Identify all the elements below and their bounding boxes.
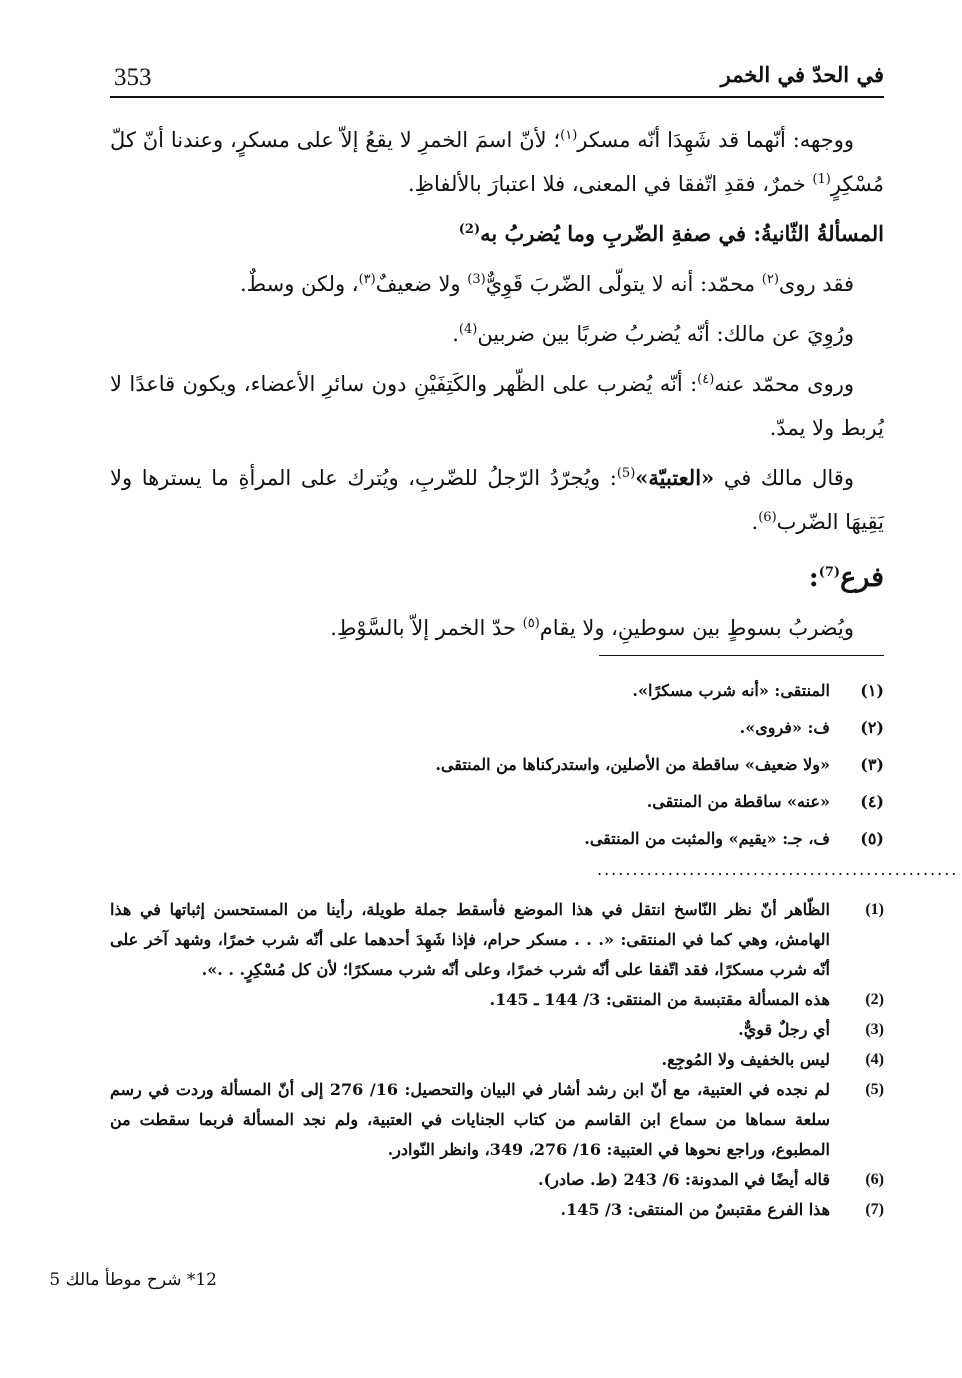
header-rule (110, 96, 884, 98)
footnote-number: (3) (865, 1021, 884, 1038)
paragraph-1 (110, 118, 884, 206)
footnote-ref: (5) (616, 466, 636, 481)
footnote-number: (2) (865, 991, 884, 1008)
footnote-text: هذا الفرع مقتبسٌ من المنتقى: 3/ 145. (560, 1200, 830, 1219)
footnote-ref: (3) (467, 272, 486, 287)
paragraph-4 (110, 312, 884, 356)
text: . (751, 510, 759, 534)
footnote-text: هذه المسألة مقتبسة من المنتقى: 3/ 144 ـ 145. (489, 990, 830, 1009)
footnote-number: (7) (865, 1201, 884, 1218)
footnote-text: لم نجده في العتبية، مع أنّ ابن رشد أشار في البيان والتحصيل: 16/ 276 إلى أنّ المسألة وردت في رسم سلعة سماها من سماع ابن القاسم من كتاب الجنايات في العتبية، ولم نجد المسألة فربما سقطت من المطبوع، وراجع نحوها في العتبية: 16/ 276، 349، وانظر النّوادر. (110, 1080, 830, 1159)
footnote-item (110, 746, 884, 783)
footnote-number: (٤) (860, 792, 884, 811)
branch-label: فرع (840, 562, 884, 593)
footnote-ref: (٢) (761, 272, 779, 287)
book-title: «العتبيّة» (635, 465, 715, 490)
branch-heading (110, 550, 884, 606)
section-heading (110, 212, 884, 256)
footnote-ref: (٥) (522, 616, 540, 631)
text: ورُوِيَ عن مالك: أنّه يُضربُ ضربًا بين ضربين (477, 322, 854, 346)
paragraph-6 (110, 456, 884, 544)
footnote-text: ليس بالخفيف ولا المُوجِع. (661, 1050, 830, 1069)
footnote-item (110, 1165, 884, 1195)
footnote-ref: (١) (560, 128, 578, 143)
footnote-text: قاله أيضًا في المدونة: 6/ 243 (ط. صادر). (537, 1170, 830, 1189)
footnote-number: (٣) (860, 755, 884, 774)
text: خمرٌ، فقدِ اتّفقا في المعنى، فلا اعتبارَ بالألفاظِ. (407, 172, 813, 196)
footnote-ref: (٤) (697, 372, 715, 387)
text: ؛ لأنّ اسمَ الخمرِ لا يقعُ إلاّ على مسكرٍ، وعندنا أنّ كلّ مُسْكِرٍ (110, 128, 884, 196)
text: ويُضربُ بسوطٍ بين سوطينِ، ولا يقام (539, 616, 854, 640)
heading-text: المسألةُ الثّانيةُ: في صفةِ الضّربِ وما يُضربُ به (480, 221, 884, 246)
footnote-number: (6) (865, 1171, 884, 1188)
running-title: في الحدّ في الخمر (720, 62, 884, 87)
footnote-item (110, 1195, 884, 1225)
main-text (110, 118, 884, 656)
footnote-item (110, 709, 884, 746)
footnote-number: (٥) (860, 829, 884, 848)
text: فقد روى (778, 272, 854, 296)
footnote-text: الظّاهر أنّ نظر النّاسخ انتقل في هذا الموضع فأسقط جملة طويلة، رأينا من المستحسن إثباتها في هذا الهامش، وهي كما في المنتقى: «. . . مسكر حرام، فإذا شَهِدَ أحدهما على أنّه شرب خمرًا، وشهد آخر على أنّه شرب مسكرًا، فقد اتّفقا على أنّه شرب خمرًا، وعلى أنّه شرب مسكرًا؛ لأن كل مُسْكِرٍ. . .». (110, 900, 830, 979)
footnote-number: (١) (860, 681, 884, 700)
text: وقال مالك في (714, 466, 854, 490)
footnote-item (110, 672, 884, 709)
footnote-ref: (1) (812, 172, 831, 187)
footnote-ref: (4) (458, 322, 478, 337)
branch-colon: : (808, 562, 819, 593)
footnote-item (110, 783, 884, 820)
paragraph-5 (110, 362, 884, 450)
footnote-text: المنتقى: «أنه شرب مسكرًا». (632, 681, 830, 700)
footnote-rule (599, 655, 884, 656)
printer-signature: 12* شرح موطأ مالك 5 (49, 1270, 217, 1290)
page-number: 353 (114, 64, 152, 91)
text: حدّ الخمر إلاّ بالسَّوْطِ. (330, 616, 523, 640)
footnote-text: «ولا ضعيف» ساقطة من الأصلين، واستدركناها من المنتقى. (435, 755, 830, 774)
footnote-text: ف، جـ: «يقيم» والمثبت من المنتقى. (584, 829, 830, 848)
footnote-number: (5) (865, 1081, 884, 1098)
footnote-ref: (٣) (358, 272, 376, 287)
footnotes-primary (110, 672, 884, 857)
footnote-number: (1) (865, 901, 884, 918)
footnote-item (110, 1015, 884, 1045)
footnote-text: «عنه» ساقطة من المنتقى. (646, 792, 830, 811)
text: : ويُجرّدُ الرّجلُ للضّربِ، ويُترك على المرأةِ ما يسترها ولا يَقِيهَا الضّرب (110, 466, 884, 534)
text: . (452, 322, 459, 346)
paragraph-3 (110, 262, 884, 306)
footnote-item (110, 820, 884, 857)
footnote-text: أي رجلٌ قويٌّ. (738, 1020, 830, 1039)
page-header (110, 58, 884, 98)
text: ، ولكن وسطٌ. (239, 272, 359, 296)
text: ولا ضعيفٌ (375, 272, 468, 296)
text: وروى محمّد عنه (714, 372, 854, 396)
dotted-separator: ................................................... (597, 860, 959, 879)
footnote-item (110, 895, 884, 985)
footnote-item (110, 1075, 884, 1165)
footnote-ref: (7) (818, 565, 841, 580)
footnote-number: (٢) (860, 718, 884, 737)
text: محمّد: أنه لا يتولّى الضّربَ قَوِيٌّ (485, 272, 762, 296)
footnote-ref: (2) (458, 222, 481, 237)
paragraph-7 (110, 606, 884, 650)
footnote-item (110, 985, 884, 1015)
text: : أنّه يُضرب على الظّهر والكَتِفَيْنِ دون سائرِ الأعضاء، ويكون قاعدًا لا يُربط ولا يمدّ. (110, 372, 884, 440)
footnote-text: ف: «فروى». (739, 718, 830, 737)
text: ووجهه: أنّهما قد شَهِدَا أنّه مسكر (577, 128, 855, 152)
footnote-item (110, 1045, 884, 1075)
footnote-ref: (6) (758, 510, 777, 525)
footnotes-editor (110, 895, 884, 1225)
footnote-number: (4) (865, 1051, 884, 1068)
